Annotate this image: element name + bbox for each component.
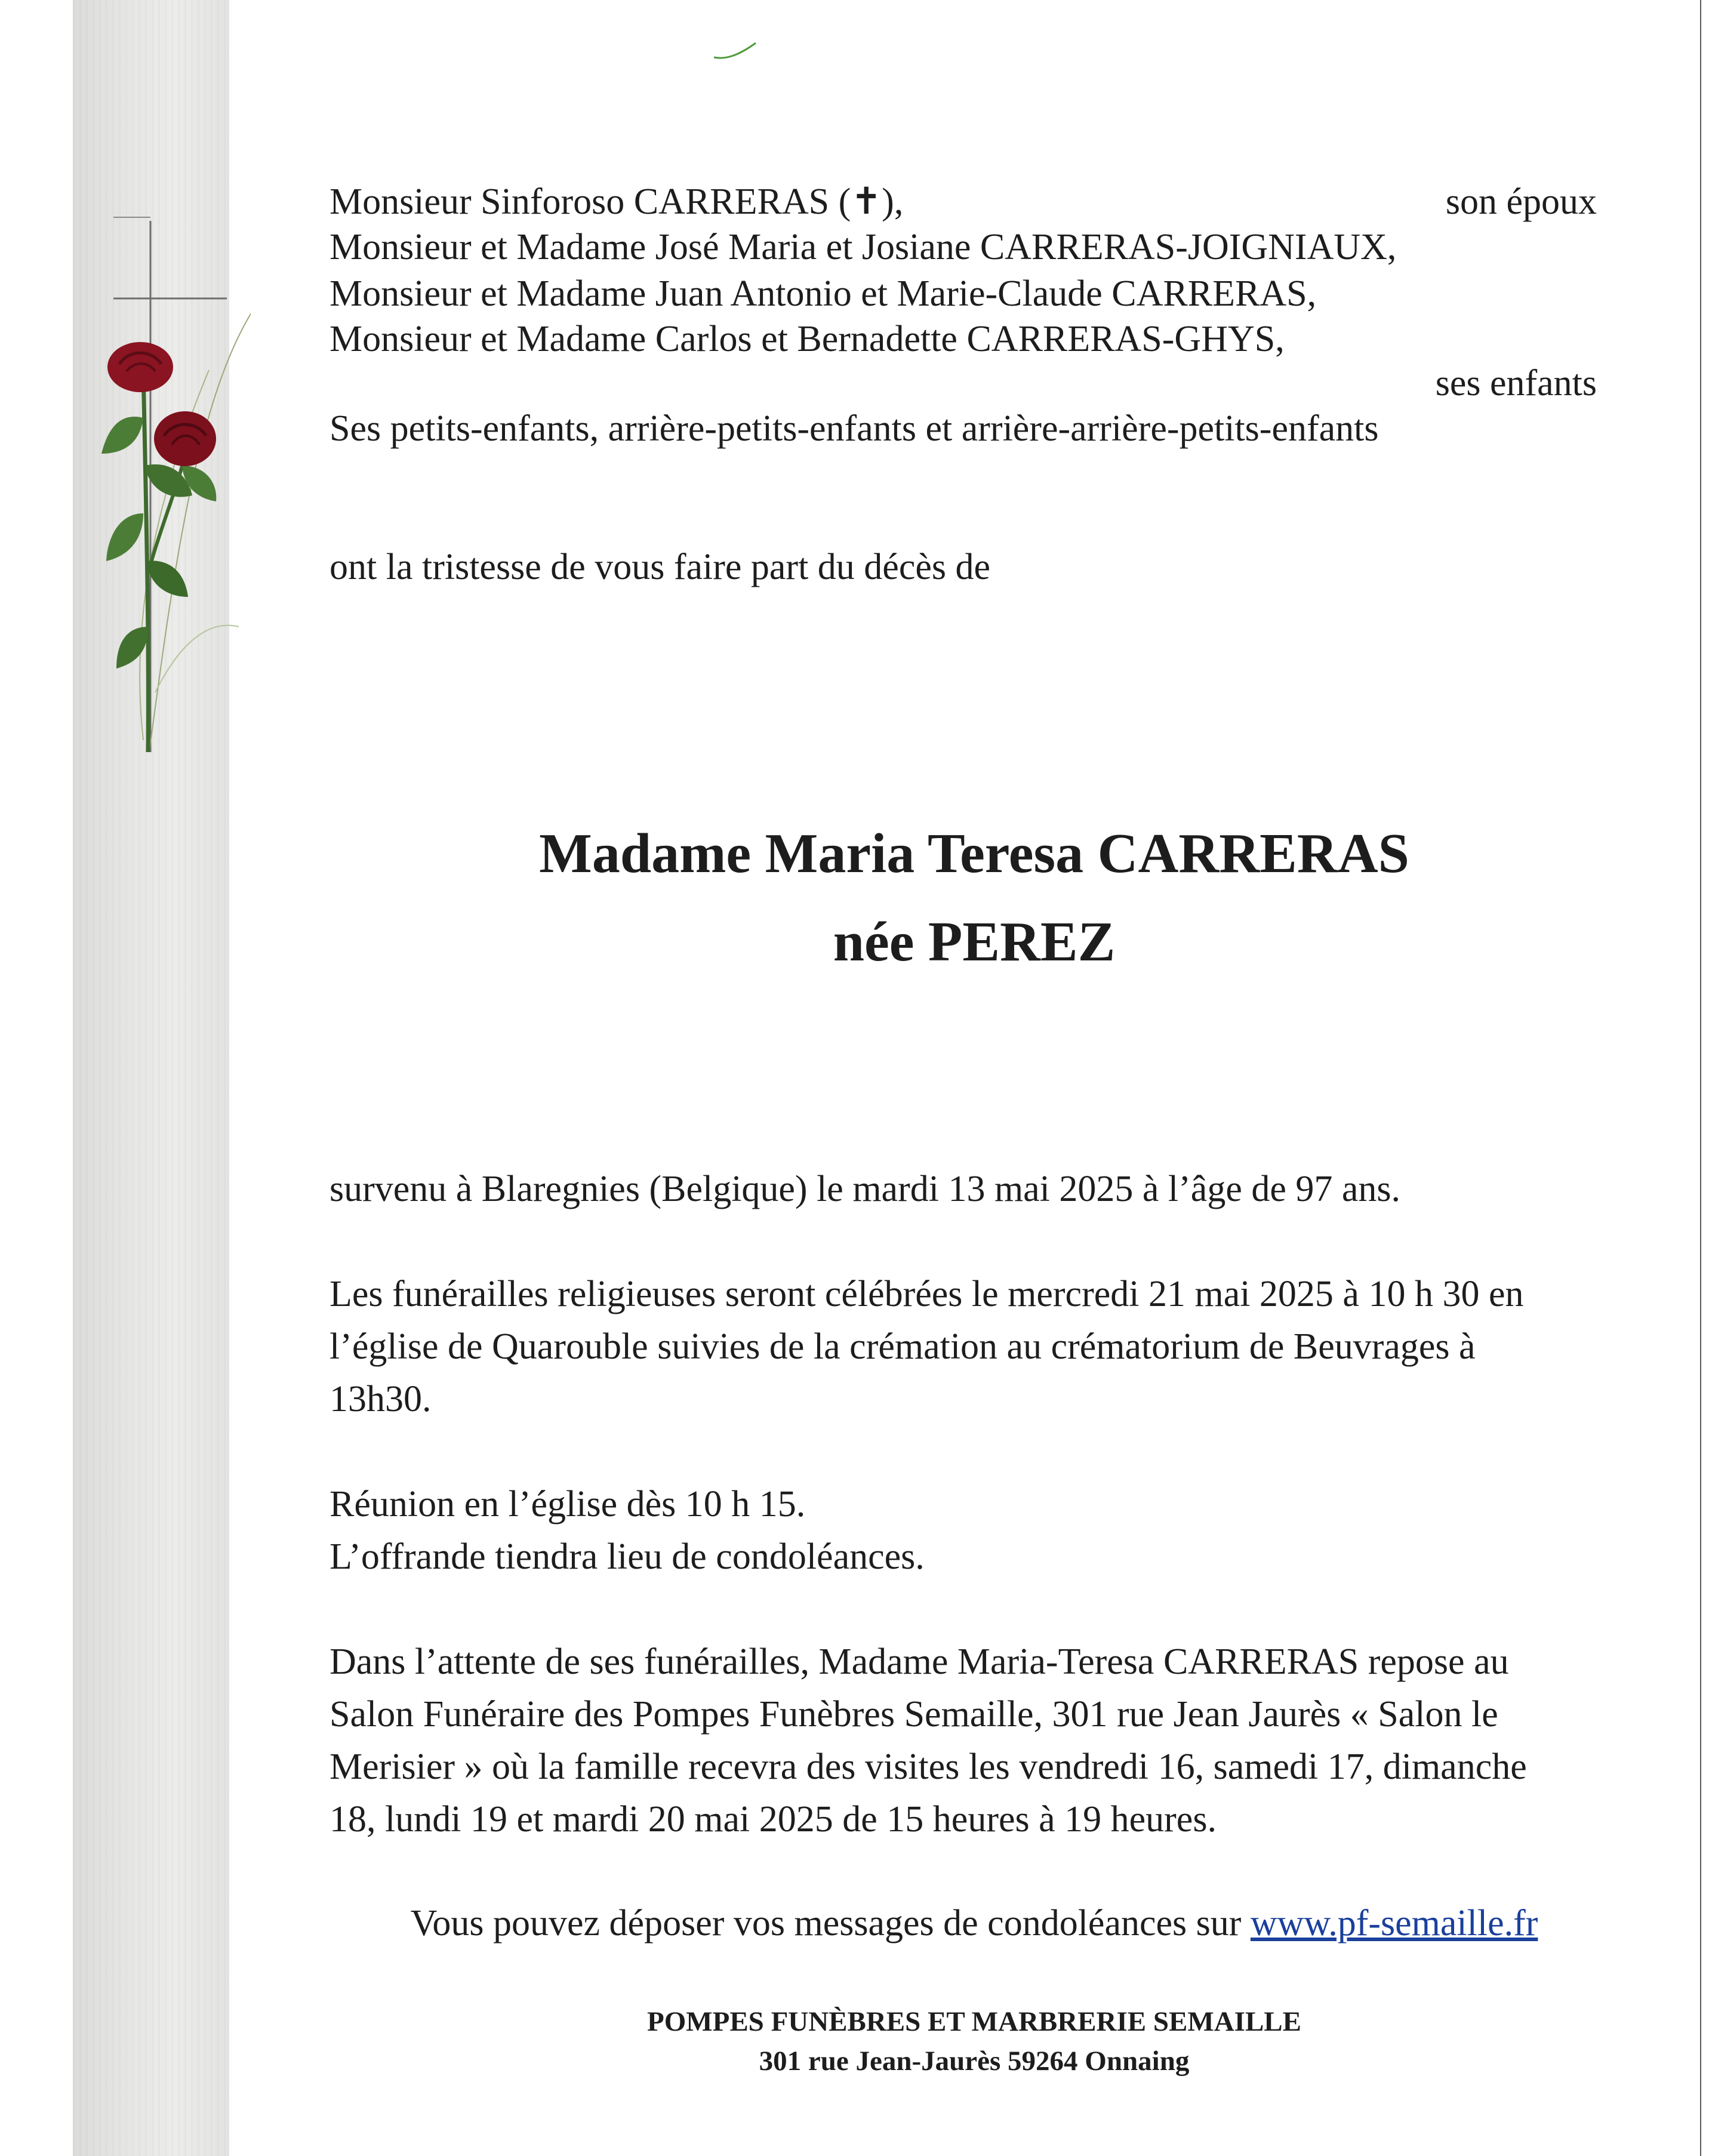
website-link[interactable]: www.pf-semaille.fr [1250, 1903, 1538, 1944]
death-notice: survenu à Blaregnies (Belgique) le mardi 13 mai 2025 à l’âge de 97 ans. [330, 1169, 1401, 1209]
family-line-child-2: Monsieur et Madame Juan Antonio et Marie-Claude CARRERAS, [330, 273, 1317, 314]
gathering-line: L’offrande tiendra lieu de condoléances. [330, 1536, 925, 1577]
viewing-line: Dans l’attente de ses funérailles, Madame Maria-Teresa CARRERAS repose au [330, 1641, 1509, 1682]
gathering-paragraph [330, 1478, 1619, 1583]
funeral-line: Les funérailles religieuses seront célébrées le mercredi 21 mai 2025 à 10 h 30 en [330, 1274, 1524, 1314]
relation-spouse: son époux [1445, 181, 1597, 222]
funeral-home-name: POMPES FUNÈBRES ET MARBRERIE SEMAILLE [647, 2006, 1301, 2037]
viewing-paragraph [330, 1636, 1619, 1846]
pen-tick-mark-icon [712, 36, 759, 66]
family-line-spouse: Monsieur Sinforoso CARRERAS (✝), [330, 181, 904, 222]
condolence-text: Vous pouvez déposer vos messages de condoléances sur [410, 1903, 1242, 1944]
family-line-child-3: Monsieur et Madame Carlos et Bernadette CARRERAS-GHYS, [330, 319, 1285, 359]
family-line-child-1: Monsieur et Madame José Maria et Josiane CARRERAS-JOIGNIAUX, [330, 227, 1397, 267]
relation-children: ses enfants [1435, 363, 1597, 404]
funeral-line: l’église de Quarouble suivies de la crémation au crématorium de Beuvrages à [330, 1326, 1476, 1367]
deceased-name: Madame Maria Teresa CARRERAS [539, 823, 1409, 885]
family-line-descendants: Ses petits-enfants, arrière-petits-enfants et arrière-arrière-petits-enfants [330, 408, 1379, 449]
viewing-line: Salon Funéraire des Pompes Funèbres Semaille, 301 rue Jean Jaurès « Salon le [330, 1694, 1498, 1735]
funeral-paragraph [330, 1268, 1619, 1425]
cross-and-roses-icon [60, 215, 251, 764]
funeral-line: 13h30. [330, 1379, 432, 1419]
funeral-home-address: 301 rue Jean-Jaurès 59264 Onnaing [759, 2046, 1190, 2077]
announcement-text: ont la tristesse de vous faire part du décès de [330, 547, 991, 587]
gathering-line: Réunion en l’église dès 10 h 15. [330, 1484, 806, 1524]
deceased-maiden-name: née PEREZ [833, 911, 1116, 973]
condolence-line [330, 1901, 1619, 1946]
viewing-line: Merisier » où la famille recevra des visites les vendredi 16, samedi 17, dimanche [330, 1747, 1527, 1787]
page-edge [1700, 0, 1701, 2156]
viewing-line: 18, lundi 19 et mardi 20 mai 2025 de 15 heures à 19 heures. [330, 1799, 1217, 1840]
